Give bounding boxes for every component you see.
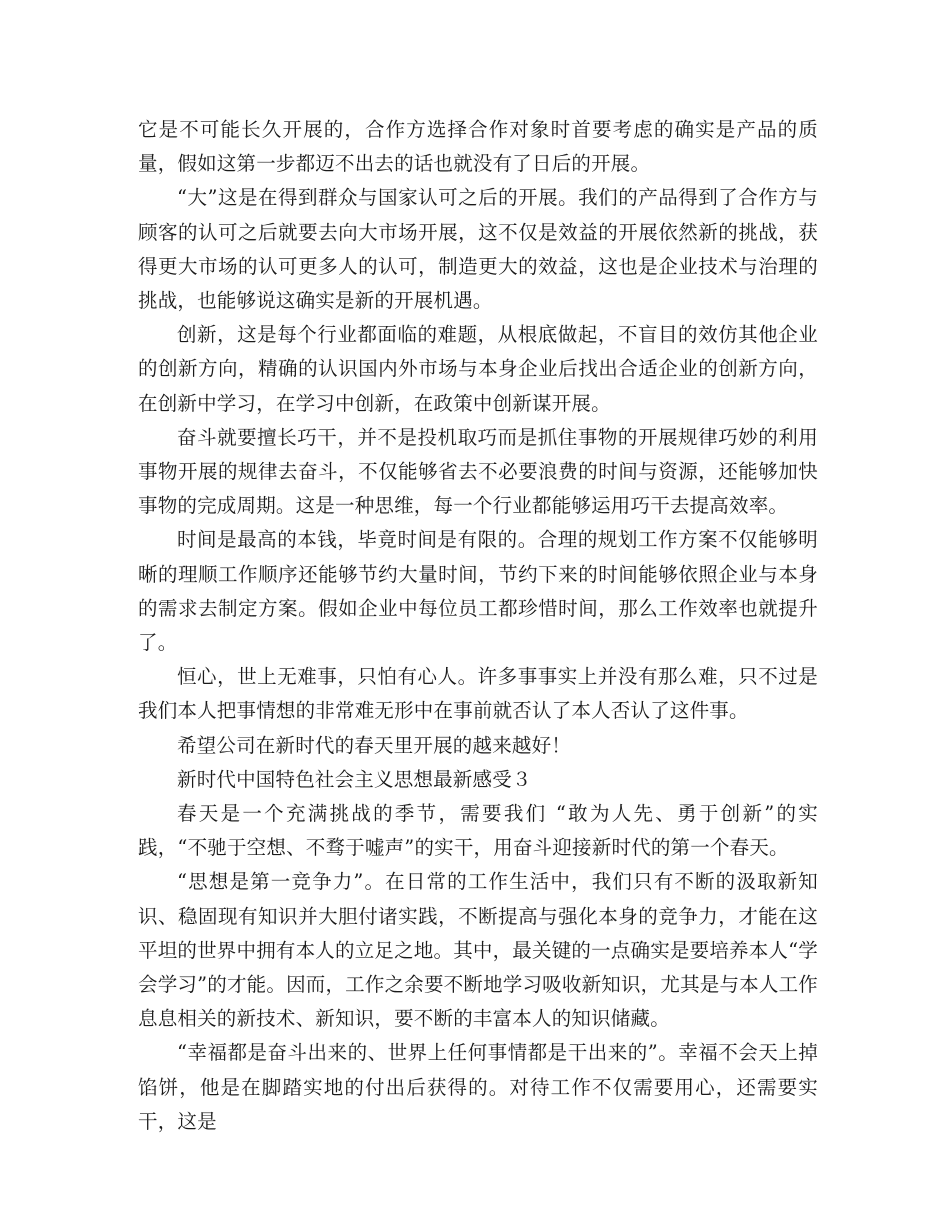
paragraph-6: 恒心，世上无难事，只怕有心人。许多事事实上并没有那么难，只不过是我们本人把事情想的非常难无形中在事前就否认了本人否认了这件事。: [138, 665, 818, 723]
paragraph-7: 希望公司在新时代的春天里开展的越来越好！: [177, 733, 572, 757]
paragraph-2: “大”这是在得到群众与国家认可之后的开展。我们的产品得到了合作方与顾客的认可之后就要去向大市场开展，这不仅是效益的开展依然新的挑战，获得更大市场的认可更多人的认可，制造更大的效益，这也是企业技术与治理的挑战，也能够说这确实是新的开展机遇。: [138, 186, 818, 313]
paragraph-9: “思想是第一竞争力”。在日常的工作生活中，我们只有不断的汲取新知识、稳固现有知识并大胆付诸实践，不断提高与强化本身的竞争力，才能在这平坦的世界中拥有本人的立足之地。其中，最关键的一点确实是要培养本人“学会学习”的才能。因而，工作之余要不断地学习吸收新知识，尤其是与本人工作息息相关的新技术、新知识，要不断的丰富本人的知识储藏。: [138, 870, 818, 1031]
paragraph-4: 奋斗就要擅长巧干，并不是投机取巧而是抓住事物的开展规律巧妙的利用事物开展的规律去奋斗，不仅能够省去不必要浪费的时间与资源，还能够加快事物的完成周期。这是一种思维，每一个行业都能够运用巧干去提高效率。: [138, 425, 818, 518]
paragraph-5: 时间是最高的本钱，毕竟时间是有限的。合理的规划工作方案不仅能够明晰的理顺工作顺序还能够节约大量时间，节约下来的时间能够依照企业与本身的需求去制定方案。假如企业中每位员工都珍惜时间，那么工作效率也就提升了。: [138, 528, 818, 655]
paragraph-1: 它是不可能长久开展的，合作方选择合作对象时首要考虑的确实是产品的质量，假如这第一步都迈不出去的话也就没有了日后的开展。: [138, 118, 818, 176]
paragraph-10: “幸福都是奋斗出来的、世界上任何事情都是干出来的”。幸福不会天上掉馅饼，他是在脚踏实地的付出后获得的。对待工作不仅需要用心，还需要实干，这是: [138, 1041, 818, 1133]
paragraph-8: 春天是一个充满挑战的季节，需要我们 “敢为人先、勇于创新”的实践，“不驰于空想、不骛于嘘声”的实干，用奋斗迎接新时代的第一个春天。: [138, 802, 818, 860]
document-body: [138, 113, 818, 1139]
paragraph-3: 创新，这是每个行业都面临的难题，从根底做起，不盲目的效仿其他企业的创新方向，精确的认识国内外市场与本身企业后找出合适企业的创新方向，在创新中学习，在学习中创新，在政策中创新谋开展。: [138, 323, 818, 415]
section-heading: 新时代中国特色社会主义思想最新感受３: [177, 767, 532, 791]
